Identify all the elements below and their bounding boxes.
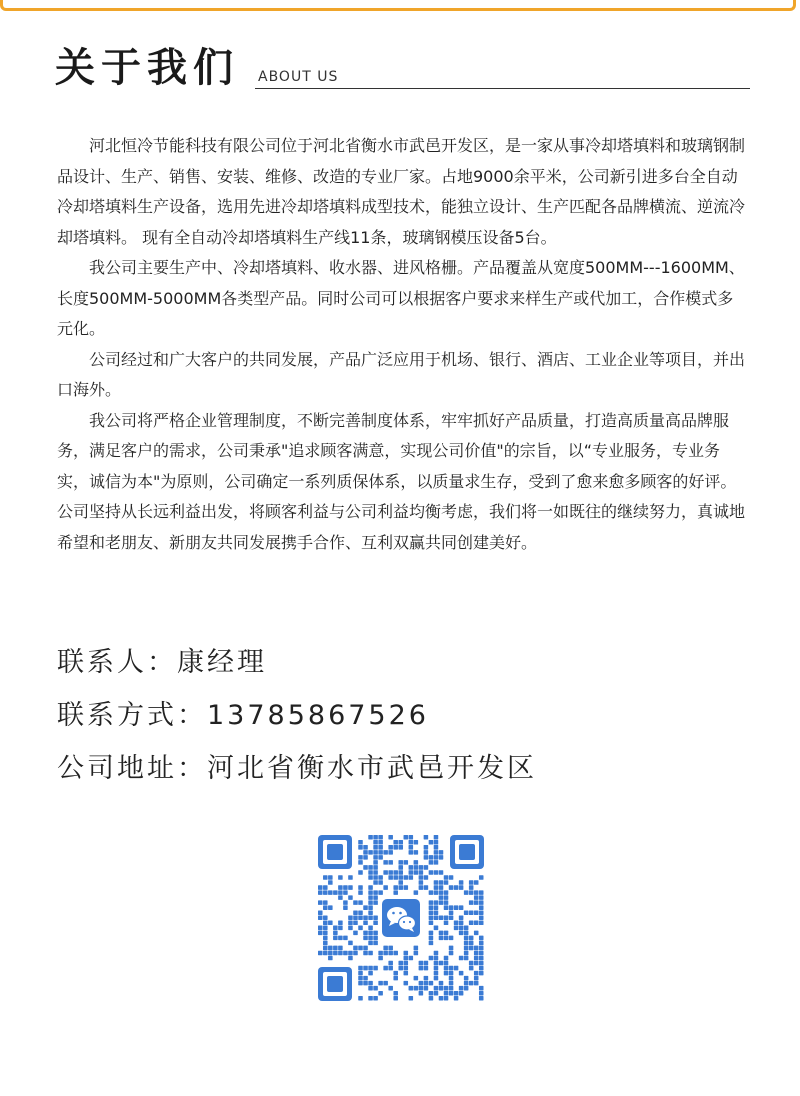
qr-code-image [316, 833, 486, 1003]
contact-address: 公司地址：河北省衡水市武邑开发区 [57, 753, 537, 784]
paragraph-intro: 河北恒冷节能科技有限公司位于河北省衡水市武邑开发区，是一家从事冷却塔填料和玻璃钢制品设计、生产、销售、安装、维修、改造的专业厂家。占地9000余平米，公司新引进多台全自动冷却塔填料生产设备，选用先进冷却塔填料成型技术，能独立设计、生产匹配各品牌横流、逆流冷却塔填料。 现有全自动冷却塔填料生产线11条，玻璃钢模压设备5台。 [57, 136, 746, 247]
paragraph-philosophy: 我公司将严格企业管理制度，不断完善制度体系，牢牢抓好产品质量，打造高质量高品牌服务，满足客户的需求，公司秉承"追求顾客满意，实现公司价值"的宗旨，以“专业服务，专业务实，诚信为本"为原则，公司确定一系列质保体系，以质量求生存，受到了愈来愈多顾客的好评。公司坚持从长远利益出发，将顾客利益与公司利益均衡考虑，我们将一如既往的继续努力，真诚地希望和老朋友、新朋友共同发展携手合作、互利双赢共同创建美好。 [57, 410, 746, 552]
top-frame [0, 0, 796, 11]
contact-person: 联系人：康经理 [57, 647, 267, 678]
page-title: 关于我们 [55, 45, 239, 91]
header-divider [255, 88, 750, 89]
wechat-icon [379, 896, 423, 940]
paragraph-products: 我公司主要生产中、冷却塔填料、收水器、进风格栅。产品覆盖从宽度500MM---1600MM、长度500MM-5000MM各类型产品。同时公司可以根据客户要求来样生产或代加工，合作模式多元化。 [57, 258, 745, 338]
about-body [57, 131, 747, 558]
section-header [55, 44, 750, 92]
paragraph-applications: 公司经过和广大客户的共同发展，产品广泛应用于机场、银行、酒店、工业企业等项目，并出口海外。 [57, 349, 746, 399]
contact-phone: 联系方式：13785867526 [57, 700, 429, 731]
qr-code [316, 833, 486, 1003]
page-subtitle: ABOUT US [258, 69, 339, 85]
